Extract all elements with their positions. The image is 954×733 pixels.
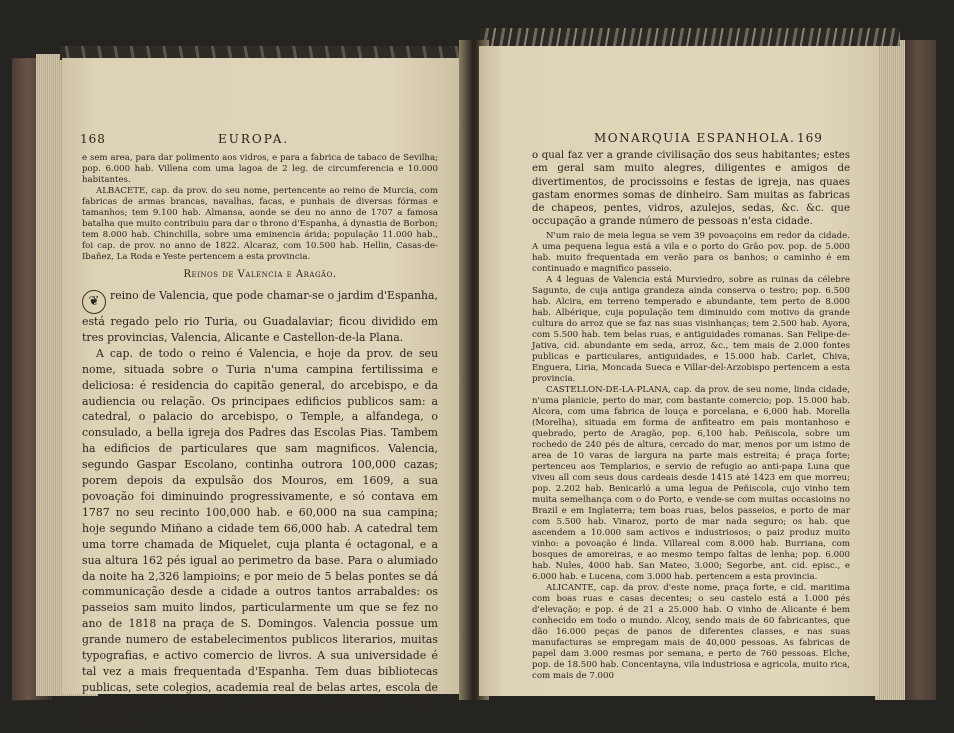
left-page [62, 58, 472, 726]
paragraph: ALBACETE, cap. da prov. do seu nome, pertencente ao reino de Murcia, com fabricas de armas brancas, navalhas, facas, e punhais de diversas fórmas e tamanhos; tem 9.100 hab. Almansa, aonde se deu no anno de 1707 a famosa batalha que muito contribuiu para dar o throno d'Espanha, á dynastia de Borbon; tem 8.000 hab. Chinchilla, sobre uma eminencia árida; população 11.000 hab., foi cap. de prov. no anno de 1822. Alcaraz, com 10.500 hab. Hellin, Casas-de-Ibañez, La Roda e Yeste pertencem a esta provincia. [82, 186, 438, 262]
paragraph: N'um raio de meia legua se vem 39 povoaçoins em redor da cidade. A uma pequena legua está a vila e o porto do Grão pov. pop. de 5.000 hab. muito frequentada em verão para os banhos; o caminho é em continuado e magnifico passeio. [532, 230, 850, 274]
paragraph: e sem area, para dar polimento aos vidros, e para a fabrica de tabaco de Sevilha; pop. 6.000 hab. Villena com uma lagoa de 2 leg. de circumferencia e 10.000 habitantes. [82, 153, 438, 185]
running-head: MONARQUIA ESPANHOLA. [594, 131, 796, 145]
section-heading: Reinos de Valencia e Aragão. [183, 269, 337, 280]
small-text-block [82, 153, 438, 263]
right-page [479, 46, 879, 696]
book-cover-right [900, 40, 936, 700]
paragraph: ALICANTE, cap. da prov. d'este nome, praça forte, e cid. maritima com boas ruas e casas decentes; o seu castelo está a 1.000 pés d'elevação; e pop. é de 21 a 25.000 hab. O vinho de Alicante é bem conhecido em todo o mundo. Alcoy, sendo mais de 60 fabricantes, que dão 16.000 peças de panos de diferentes classes, e nas suas manufacturas se empregam mais de 40,000 pessoas. As fabricas de papel dam 3.000 resmas por semana, e perto de 760 pessoas. Elche, pop. de 18.500 hab. Concentayna, vila industriosa e agricola, muito rica, com mais de 7.000 [532, 582, 850, 681]
ornamental-initial-icon: ❦ [82, 290, 106, 314]
paragraph: CASTELLON-DE-LA-PLANA, cap. da prov. de seu nome, linda cidade, n'uma planicie, perto do mar, com bastante comercio; pop. 15.000 hab. Alcora, com uma fabrica de louça e porcelana, e 6,000 hab. Morella (Morelha), situada em forma de anfiteatro em pais montanhoso e quebrado, perto de Aragão, pop. 6,100 hab. Peñiscola, sobre um rochedo de 240 pés de altura, cercado do mar, menos por um istmo de area de 10 varas de largura na parte mais estreita; é praça forte; pertenceu aos Templarios, e servio de refugio ao anti-papa Luna que viveu all com seus dous cardeais desde 1415 até 1423 em que morreu; pop. 2.202 hab. Benicarló a uma legua de Peñiscola, cujo vinho tem muita semelhança com o do Porto, e vende-se com muitas occasioins no Brazil e em Inglaterra; tem boas ruas, belos passeios, e porto de mar com 5.500 hab. Vinaroz, porto de mar nada seguro; os hab. que ascendem a 10.000 sam activos e industriosos; o paiz produz muito vinho: a povoação é linda. Villareal com 8.000 hab. Burriana, com bosques de amoreiras, e ao mesmo tempo faltas de lenha; pop. 6.000 hab. Nules, 4000 hab. San Mateo, 3.000; Segorbe, ant. cid. episc., e 6.000 hab. e Lucena, com 3.000 hab. pertencem a esta provincia. [532, 384, 850, 582]
paragraph: A 4 leguas de Valencia está Murviedro, sobre as ruinas da célebre Sagunto, de cuja antiga grandeza ainda conserva o testro; pop. 6.500 hab. Alcira, em terreno temperado e abundante, tem perto de 8.000 hab. Albérique, cuja população tem diminuido com motivo da grande cultura do arroz que se faz nas suas visinhanças; tem 2.500 hab. Ayora, com 5.500 hab. tem belas ruas, e antiguidades romanas. San Felipe-de-Jativa, cid. abundante em seda, arroz, &c., tem mais de 2.000 fontes publicas e particulares, antiguidades, e 15.000 hab. Carlet, Chiva, Enguera, Liria, Moncada Sueca e Villar-del-Arzobispo pertencem a esta provincia. [532, 274, 850, 384]
right-text-column [532, 149, 850, 682]
paragraph: o qual faz ver a grande civilisação dos seus habitantes; estes em geral sam muito alegres, diligentes e amigos de divertimentos, de procissoins e festas de igreja, nas quaes gastam enormes somas de dinheiro. Sam muitas as fabricas de chapeos, pentes, vidros, azulejos, sedas, &c. &c. que occupação a grande número de pessoas n'esta cidade. [532, 150, 850, 228]
page-edges-right [875, 40, 905, 700]
page-number: 168 [80, 132, 106, 146]
large-text-block [82, 288, 438, 728]
paragraph [82, 288, 438, 346]
small-text-block [532, 231, 850, 682]
running-head: EUROPA. [218, 132, 290, 146]
large-text-block [532, 149, 850, 229]
paragraph: A cap. de todo o reino é Valencia, e hoje da prov. de seu nome, situada sobre o Turia n'uma campina fertilissima e deliciosa: é residencia do capitão general, do arcebispo, e da audiencia ou relação. Os principaes edificios publicos sam: a catedral, o palacio do arcebispo, o Temple, a alfandega, o consulado, a bella igreja dos Padres das Escolas Pias. Tambem ha edificios de particulares que sam magnificos. Valencia, segundo Gaspar Escolano, continha outrora 100,000 cazas; porem depois da expulsão dos Mouros, em 1609, a sua povoação foi diminuindo progressivamente, e só contava em 1787 no seu recinto 100,000 hab. e 60,000 na sua campina; hoje segundo Miñano a cidade tem 66,000 hab. A catedral tem uma torre chamada de Miquelet, cuja planta é octagonal, e a sua altura 162 pés igual ao perimetro da base. Para o alumiado da noite ha 2,326 lampioins; e por meio de 5 belas pontes se dá communicação desde a cidade a outros tantos arrabaldes: os passeios sam muito lindos, particularmente um que se fez no ano de 1818 na praça de S. Domingos. Valencia possue um grande numero de estabelecimentos publicos literarios, muitas typografias, e activo comercio de livros. A sua universidade é tal vez a mais frequentada d'Espanha. Tem duas bibliotecas publicas, sete colegios, academia real de belas artes, escola de clinica, jardim botanico, e um grande numero de escolas primarias, [82, 346, 438, 726]
left-text-column [82, 153, 438, 728]
paragraph-text: reino de Valencia, que pode chamar-se o jardim d'Espanha, está regado pelo rio Turia, ou Guadalaviar; ficou dividido em tres provincias, Valencia, Alicante e Castellon-de-la Plana. [82, 289, 438, 344]
page-number: 169 [797, 131, 823, 145]
marbled-edge-right [480, 28, 900, 46]
